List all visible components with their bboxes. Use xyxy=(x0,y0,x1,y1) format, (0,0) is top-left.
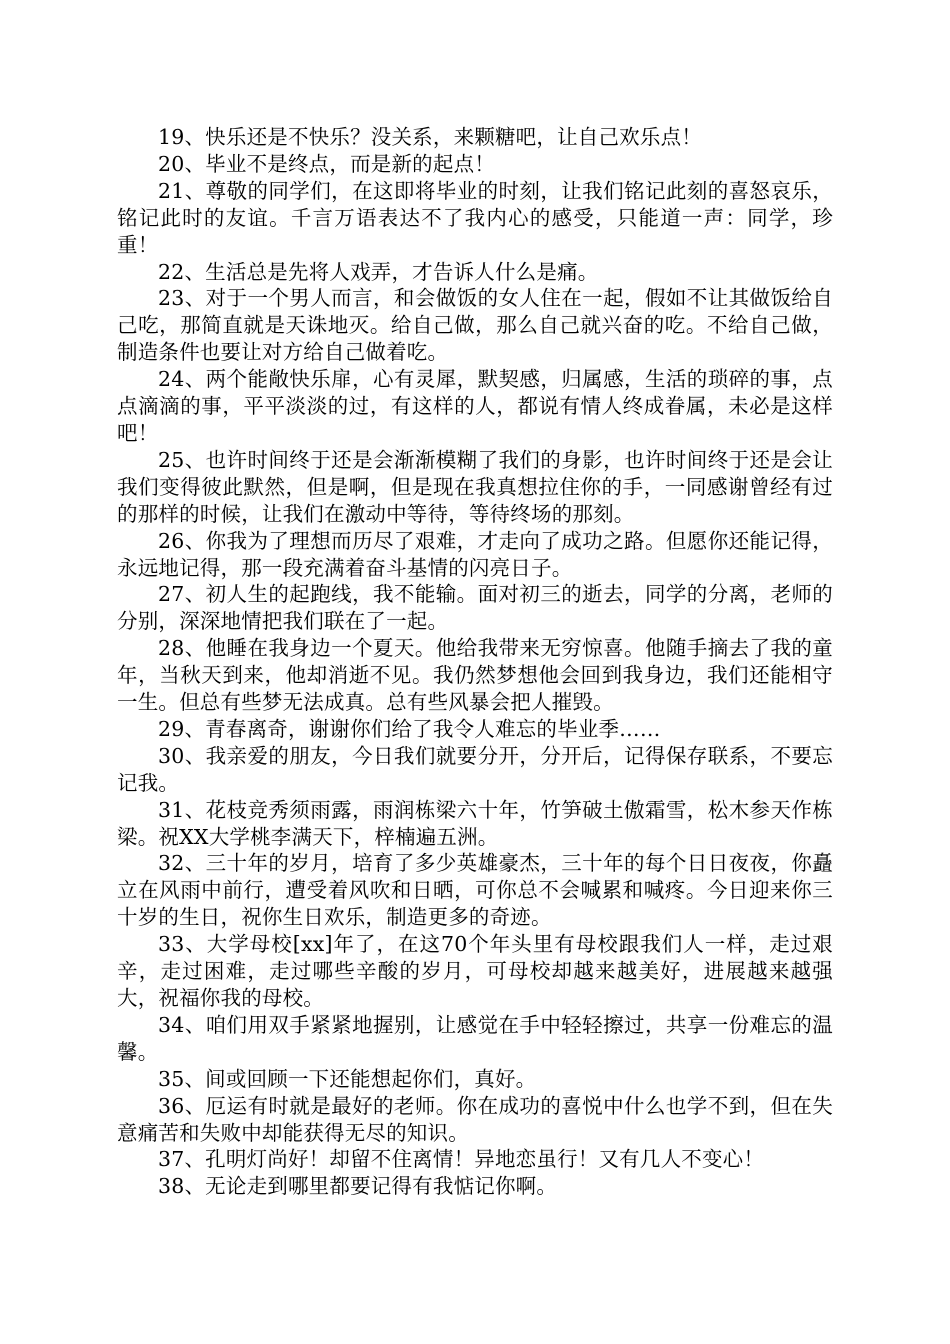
paragraph-24: 24、两个能敞快乐扉，心有灵犀，默契感，归属感，生活的琐碎的事，点点滴滴的事，平平淡淡的过，有这样的人，都说有情人终成眷属，未必是这样吧！ xyxy=(117,367,833,445)
document-body xyxy=(117,124,833,1200)
paragraph-38: 38、无论走到哪里都要记得有我惦记你啊。 xyxy=(158,1174,558,1199)
paragraph-35: 35、间或回顾一下还能想起你们，真好。 xyxy=(158,1066,537,1091)
paragraph-33: 33、大学母校[xx]年了，在这70个年头里有母校跟我们人一样，走过艰辛，走过困难，走过哪些辛酸的岁月，可母校却越来越美好，进展越来越强大，祝福你我的母校。 xyxy=(117,932,833,1010)
paragraph-30: 30、我亲爱的朋友，今日我们就要分开，分开后，记得保存联系，不要忘记我。 xyxy=(117,743,833,795)
paragraph-19: 19、快乐还是不快乐？没关系，来颗糖吧，让自己欢乐点！ xyxy=(158,125,702,149)
paragraph-37: 37、孔明灯尚好！却留不住离情！异地恋虽行！又有几人不变心！ xyxy=(158,1147,765,1172)
paragraph-28: 28、他睡在我身边一个夏天。他给我带来无穷惊喜。他随手摘去了我的童年，当秋天到来，他却消逝不见。我仍然梦想他会回到我身边，我们还能相守一生。但总有些梦无法成真。总有些风暴会把人摧毁。 xyxy=(117,636,833,715)
paragraph-29: 29、青春离奇，谢谢你们给了我令人难忘的毕业季…… xyxy=(158,716,661,741)
paragraph-22: 22、生活总是先将人戏弄，才告诉人什么是痛。 xyxy=(158,259,599,284)
paragraph-34: 34、咱们用双手紧紧地握别，让感觉在手中轻轻擦过，共享一份难忘的温馨。 xyxy=(117,1012,833,1064)
paragraph-32: 32、三十年的岁月，培育了多少英雄豪杰，三十年的每个日日夜夜，你矗立在风雨中前行，遭受着风吹和日晒，可你总不会喊累和喊疼。今日迎来你三十岁的生日，祝你生日欢乐，制造更多的奇迹。 xyxy=(117,851,833,930)
paragraph-20: 20、毕业不是终点，而是新的起点！ xyxy=(158,151,495,176)
paragraph-25: 25、也许时间终于还是会渐渐模糊了我们的身影，也许时间终于还是会让我们变得彼此默然，但是啊，但是现在我真想拉住你的手，一同感谢曾经有过的那样的时候，让我们在激动中等待，等待终场的那刻。 xyxy=(117,447,833,526)
paragraph-23: 23、对于一个男人而言，和会做饭的女人住在一起，假如不让其做饭给自己吃，那简直就是天诛地灭。给自己做，那么自己就兴奋的吃。不给自己做，制造条件也要让对方给自己做着吃。 xyxy=(117,286,833,365)
paragraph-36: 36、厄运有时就是最好的老师。你在成功的喜悦中什么也学不到，但在失意痛苦和失败中却能获得无尽的知识。 xyxy=(117,1093,833,1145)
paragraph-27: 27、初人生的起跑线，我不能输。面对初三的逝去，同学的分离，老师的分别，深深地情把我们联在了一起。 xyxy=(117,582,833,634)
paragraph-31: 31、花枝竞秀须雨露，雨润栋梁六十年，竹笋破土傲霜雪，松木参天作栋梁。祝XX大学桃李满天下，梓楠遍五洲。 xyxy=(117,797,833,849)
paragraph-21: 21、尊敬的同学们，在这即将毕业的时刻，让我们铭记此刻的喜怒哀乐，铭记此时的友谊。千言万语表达不了我内心的感受，只能道一声：同学，珍重！ xyxy=(117,178,833,257)
paragraph-26: 26、你我为了理想而历尽了艰难，才走向了成功之路。但愿你还能记得，永远地记得，那一段充满着奋斗基情的闪亮日子。 xyxy=(117,528,833,580)
